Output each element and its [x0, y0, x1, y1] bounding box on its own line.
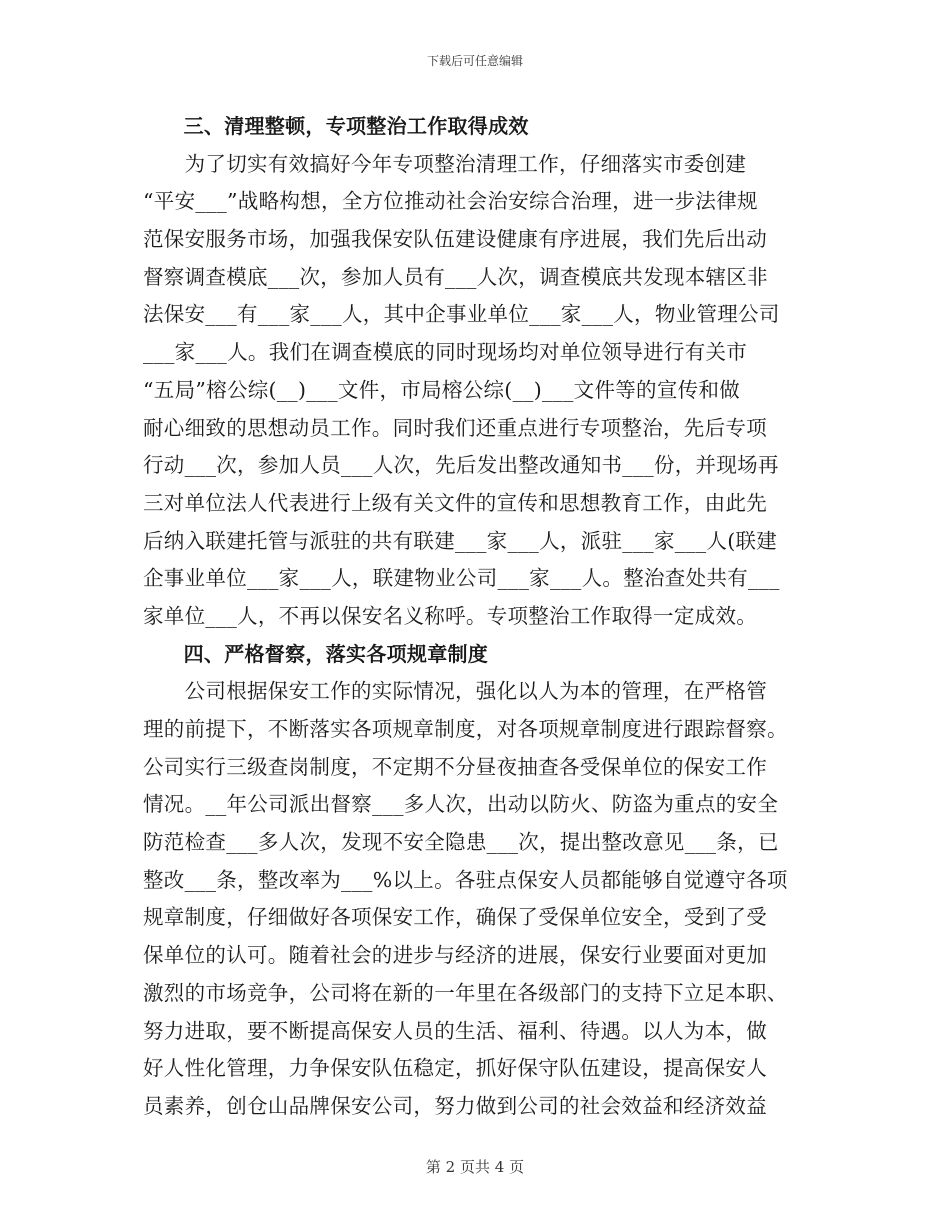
paragraph-line: “平安___”战略构想，全方位推动社会治安综合治理，进一步法律规 — [143, 189, 758, 214]
paragraph-line: 三对单位法人代表进行上级有关文件的宣传和思想教育工作，由此先 — [143, 490, 767, 515]
page-header: 下载后可任意编辑 — [426, 54, 523, 68]
paragraph-line: 情况。__年公司派出督察___多人次，出动以防火、防盗为重点的安全 — [143, 792, 779, 817]
paragraph-line: 规章制度，仔细做好各项保安工作，确保了受保单位安全，受到了受 — [143, 905, 767, 930]
paragraph-line: 法保安___有___家___人，其中企事业单位___家___人，物业管理公司 — [143, 302, 780, 327]
paragraph-line: 员素养，创仓山品牌保安公司，努力做到公司的社会效益和经济效益 — [143, 1093, 767, 1118]
paragraph-line: 范保安服务市场，加强我保安队伍建设健康有序进展，我们先后出动 — [143, 227, 767, 252]
paragraph-line: 后纳入联建托管与派驻的共有联建___家___人，派驻___家___人(联建 — [143, 528, 778, 553]
paragraph-line: 好人性化管理，力争保安队伍稳定，抓好保守队伍建设，提高保安人 — [143, 1056, 767, 1081]
paragraph-line: 行动___次，参加人员___人次，先后发出整改通知书___份，并现场再 — [143, 453, 779, 478]
section-heading: 三、清理整顿，专项整治工作取得成效 — [143, 114, 529, 138]
paragraph-line: 保单位的认可。随着社会的进步与经济的进展，保安行业要面对更加 — [143, 943, 767, 968]
document-body — [143, 108, 808, 1126]
paragraph-line: 企事业单位___家___人，联建物业公司___家___人。整治查处共有___ — [143, 566, 780, 591]
page-footer: 第 2 页共 4 页 — [425, 1158, 525, 1176]
paragraph-line: 公司实行三级查岗制度，不定期不分昼夜抽查各受保单位的保安工作 — [143, 754, 767, 779]
paragraph-line: 耐心细致的思想动员工作。同时我们还重点进行专项整治，先后专项 — [143, 415, 767, 440]
paragraph-line: ___家___人。我们在调查模底的同时现场均对单位领导进行有关市 — [143, 340, 748, 365]
paragraph-line: 理的前提下，不断落实各项规章制度，对各项规章制度进行跟踪督察。 — [143, 717, 788, 741]
paragraph-line: 激烈的市场竞争，公司将在新的一年里在各级部门的支持下立足本职、 — [143, 980, 788, 1005]
paragraph-line: 努力进取，要不断提高保安人员的生活、福利、待遇。以人为本，做 — [143, 1018, 767, 1043]
paragraph-line: 家单位___人，不再以保安名义称呼。专项整治工作取得一定成效。 — [143, 603, 758, 628]
paragraph-line: “五局”榕公综(__)___文件，市局榕公综(__)___文件等的宣传和做 — [143, 377, 741, 402]
paragraph-line: 整改___条，整改率为___%以上。各驻点保安人员都能够自觉遵守各项 — [143, 867, 788, 892]
paragraph-line: 为了切实有效搞好今年专项整治清理工作，仔细落实市委创建 — [143, 151, 747, 176]
section-heading: 四、严格督察，落实各项规章制度 — [143, 641, 489, 666]
paragraph-line: 公司根据保安工作的实际情况，强化以人为本的管理，在严格管 — [143, 679, 767, 704]
paragraph-line: 防范检查___多人次，发现不安全隐患___次，提出整改意见___条，已 — [143, 830, 779, 855]
paragraph-line: 督察调查模底___次，参加人员有___人次，调查模底共发现本辖区非 — [143, 264, 768, 289]
